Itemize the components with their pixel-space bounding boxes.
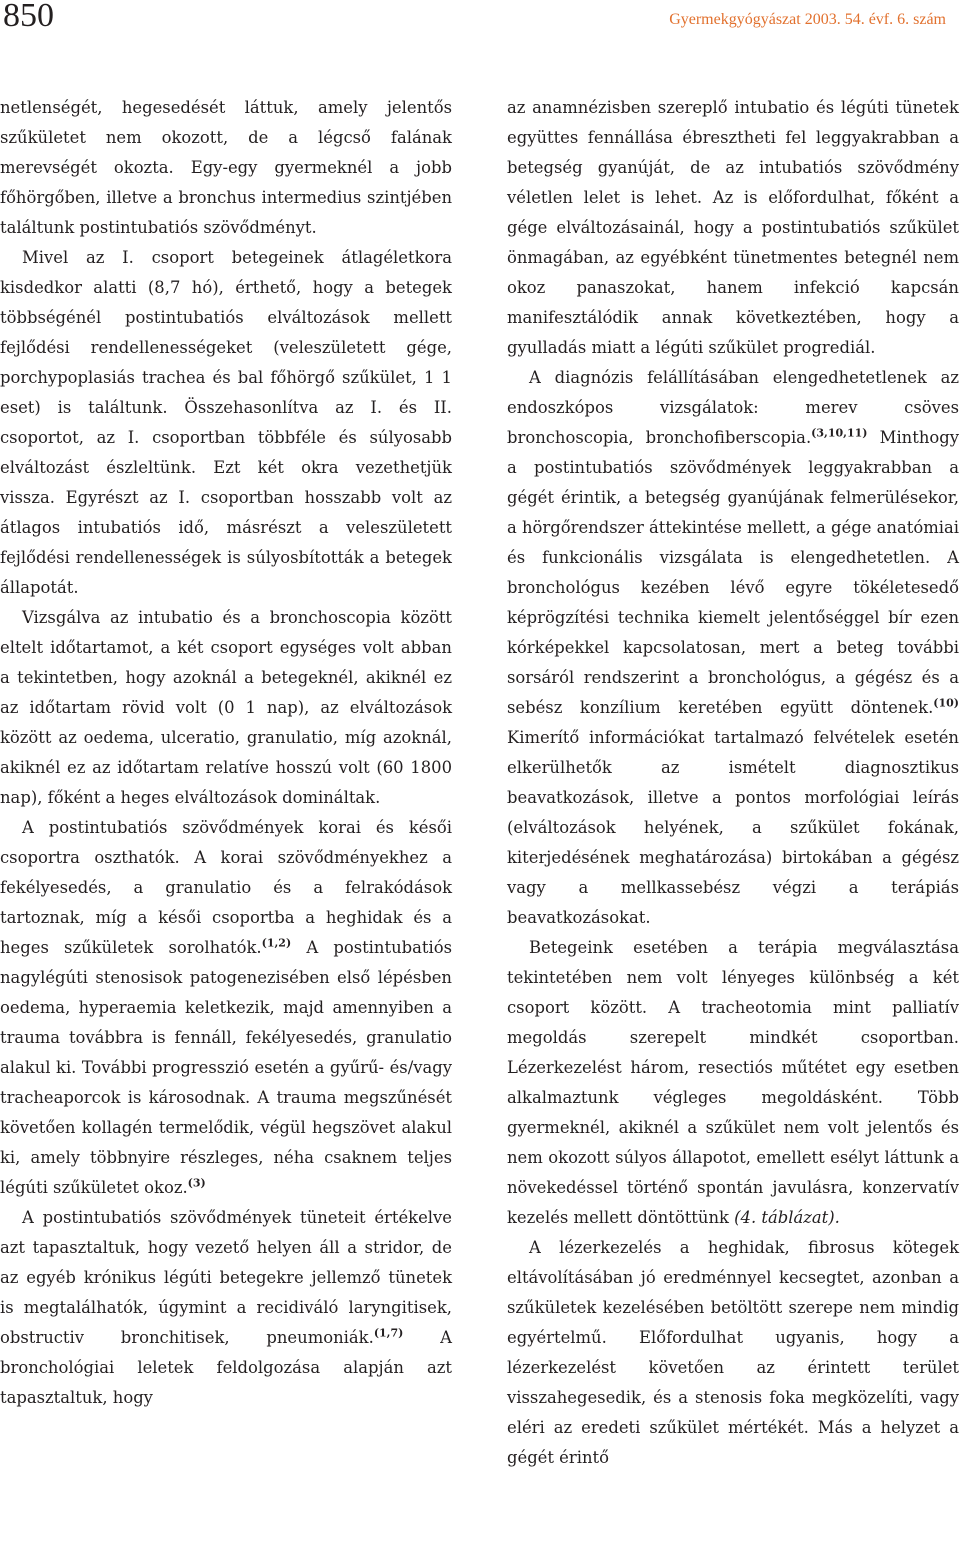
text-run: A diagnózis felállításában elengedhetetlenek az endoszkópos vizsgálatok: merev csöves bronchoscopia, bronchofiberscopia. [507,368,959,447]
paragraph: az anamnézisben szereplő intubatio és légúti tünetek együttes fennállása ébresztheti fel leggyakrabban a betegség gyanúját, de az intubatiós szövődmény véletlen lelet is lehet. Az is előfordulhat, főként a gége elváltozásainál, hogy a postintubatiós szűkület önmagában, az egyébként tünetmentes betegnél nem okoz panaszokat, hanem infekció kapcsán manifesztálódik annak következtében, hogy a gyulladás miatt a légúti szűkület progrediál. [507,98,959,357]
page-header [0,0,960,40]
citation-ref: (1,2) [261,936,292,950]
citation-ref: (3) [187,1176,206,1190]
paragraph: A lézerkezelés a heghidak, fibrosus kötegek eltávolításában jó eredménnyel kecsegtet, azonban a szűkületek kezelésében betöltött szerepe nem mindig egyértelmű. Előfordulhat ugyanis, hogy a lézerkezelést követően az érintett terület visszahegesedik, és a stenosis foka megközelíti, vagy eléri az eredeti szűkület mértékét. Más a helyzet a gégét érintő [507,1238,959,1467]
text-run: A postintubatiós szövődmények korai és késői csoportra oszthatók. A korai szövődményekhez a fekélyesedés, a granulatio és a felrakódások tartoznak, míg a késői csoportba a heghidak és a heges szűkületek sorolhatók. [0,818,452,957]
text-run: Kimerítő információkat tartalmazó felvételek esetén elkerülhetők az ismételt diagnosztikus beavatkozások, illetve a pontos morfológiai leírás (elváltozások helyének, a szűkület fokának, kiterjedésének meghatározása) birtokában a gégész vagy a mellkassebész végzi a terápiás beavatkozásokat. [507,728,959,927]
paragraph [0,1203,452,1413]
paragraph: Vizsgálva az intubatio és a bronchoscopia között eltelt időtartamot, a két csoport egységes volt abban a tekintetben, hogy azoknál a betegeknél, akiknél ez az időtartam rövid volt (0 1 nap), az elváltozások között az oedema, ulceratio, granulatio, míg azoknál, akiknél ez az időtartam relatíve hosszú volt (60 1800 nap), főként a heges elváltozások domináltak. [0,608,452,807]
page-number: 850 [3,0,54,34]
journal-citation: Gyermekgyógyászat 2003. 54. évf. 6. szám [669,11,946,28]
paragraph [507,933,959,1233]
paragraph [0,813,452,1203]
paragraph: Mivel az I. csoport betegeinek átlagéletkora kisdedkor alatti (8,7 hó), érthető, hogy a betegek többségénél postintubatiós elváltozások mellett fejlődési rendellenességeket (veleszületett gége, porchypoplasiás trachea és bal főhörgő szűkület, 1 1 eset) is találtunk. Összehasonlítva az I. és II. csoportot, az I. csoportban többféle és súlyosabb elváltozást észleltünk. Ezt két okra vezethetjük vissza. Egyrészt az I. csoportban hosszabb volt az átlagos intubatiós idő, másrészt a veleszületett fejlődési rendellenességek is súlyosbították a betegek állapotát. [0,248,452,597]
citation-ref: (1,7) [373,1326,404,1340]
text-run: A postintubatiós nagylégúti stenosisok patogenezisében első lépésben oedema, hyperaemia keletkezik, majd amennyiben a trauma továbbra is fennáll, fekélyesedés, granulatio alakul ki. További progresszió esetén a gyűrű- és/vagy tracheaporcok is károsodnak. A trauma megszűnését követően kollagén termelődik, végül hegszövet alakul ki, amely többnyire részleges, néha csaknem teljes légúti szűkületet okoz. [0,938,452,1197]
right-column [507,93,959,1473]
paragraph [507,363,959,933]
citation-ref: (3,10,11) [811,426,868,440]
paragraph: netlenségét, hegesedését láttuk, amely jelentős szűkületet nem okozott, de a légcső falának merevségét okozta. Egy-egy gyermeknél a jobb főhörgőben, illetve a bronchus intermedius szintjében találtunk postintubatiós szövődményt. [0,98,452,237]
text-run: Minthogy a postintubatiós szövődmények leggyakrabban a gégét érintik, a betegség gyanújának felmerülésekor, a hörgőrendszer áttekintése mellett, a gége anatómiai és funkcionális vizsgálata is elengedhetetlen. A bronchológus kezében lévő egyre tökéletesedő képrögzítési technika kiemelt jelentőséggel bír ezen kórképekkel kapcsolatosan, mert a beteg további sorsáról rendszerint a bronchológus, a gégész és a sebész konzílium keretében együtt döntenek. [507,428,959,717]
text-run: A bronchológiai leletek feldolgozása alapján azt tapasztaltuk, hogy [0,1328,452,1407]
text-run: Betegeink esetében a terápia megválasztása tekintetében nem volt lényeges különbség a két csoport között. A tracheotomia mint palliatív megoldás szerepelt mindkét csoportban. Lézerkezelést három, resectiós műtétet egy esetben alkalmaztunk végleges megoldásként. Több gyermeknél, akiknél a szűkület nem volt jelentős és nem okozott súlyos állapotot, emellett esélyt láttunk a növekedéssel történő spontán javulásra, konzervatív kezelés mellett döntöttünk [507,938,959,1227]
text-run: A postintubatiós szövődmények tüneteit értékelve azt tapasztaltuk, hogy vezető helyen áll a stridor, de az egyéb krónikus légúti betegekre jellemző tünetek is megtalálhatók, úgymint a recidiváló laryngitisek, obstructiv bronchitisek, pneumoniák. [0,1208,452,1347]
table-reference: (4. táblázat). [734,1208,840,1227]
citation-ref: (10) [933,696,959,710]
left-column [0,93,452,1413]
